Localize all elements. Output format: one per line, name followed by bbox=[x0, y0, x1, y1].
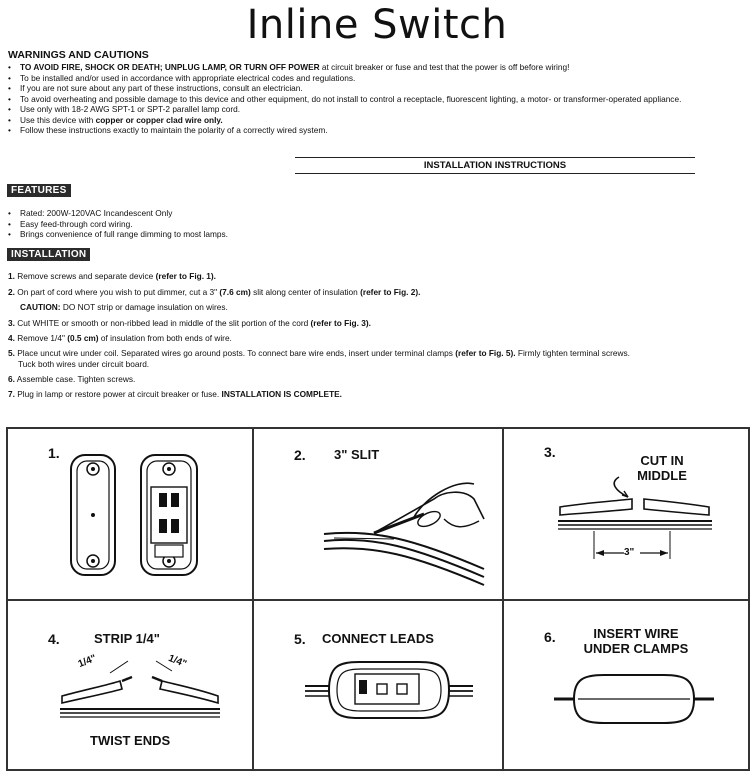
dimension-label: 3" bbox=[624, 547, 635, 558]
cutting-slit-illustration bbox=[314, 459, 494, 594]
installation-instructions-title: INSTALLATION INSTRUCTIONS bbox=[423, 160, 567, 171]
figure-number: 2. bbox=[294, 447, 306, 463]
install-step-5: 5. Place uncut wire under coil. Separated wires go around posts. To connect bare wire ends, insert under terminal clamps (refer to Fig. 5). Firmly tighten terminal screws. Tuck both wires under circuit board. bbox=[8, 348, 630, 369]
strip-wire-illustration bbox=[48, 651, 228, 741]
figure-number: 1. bbox=[48, 445, 60, 461]
figure-caption-secondary: TWIST ENDS bbox=[90, 733, 171, 748]
warning-item: • To be installed and/or used in accordance with appropriate electrical codes and regulations. bbox=[8, 73, 738, 84]
install-step-4: 4. Remove 1/4" (0.5 cm) of insulation from both ends of wire. bbox=[8, 333, 232, 343]
installation-label: INSTALLATION bbox=[7, 248, 90, 261]
figure-number: 6. bbox=[544, 629, 556, 645]
install-step-3: 3. Cut WHITE or smooth or non-ribbed lead in middle of the slit portion of the cord (refer to Fig. 3). bbox=[8, 318, 371, 328]
warnings-list bbox=[8, 62, 738, 136]
install-step-7: 7. Plug in lamp or restore power at circuit breaker or fuse. INSTALLATION IS COMPLETE. bbox=[8, 389, 342, 399]
figure-caption: INSERT WIRE UNDER CLAMPS bbox=[583, 626, 689, 656]
switch-housing-illustration bbox=[63, 449, 213, 589]
feature-item: • Brings convenience of full range dimming to most lamps. bbox=[8, 229, 228, 240]
figure-caption: CUT IN MIDDLE bbox=[637, 453, 687, 483]
figures-grid bbox=[6, 427, 750, 771]
warning-item: • Use only with 18-2 AWG SPT-1 or SPT-2 parallel lamp cord. bbox=[8, 104, 738, 115]
document-title: Inline Switch bbox=[246, 2, 508, 48]
warning-item: • To avoid overheating and possible damage to this device and other equipment, do not install to control a receptacle, fluorescent lighting, a motor- or transformer-operated appliance. bbox=[8, 94, 738, 105]
figure-number: 3. bbox=[544, 444, 556, 460]
cut-middle-illustration bbox=[544, 469, 724, 579]
features-label: FEATURES bbox=[7, 184, 71, 197]
install-step-2: 2. On part of cord where you wish to put dimmer, cut a 3" (7.6 cm) slit along center of insulation (refer to Fig. 2). bbox=[8, 287, 421, 297]
install-caution: CAUTION: DO NOT strip or damage insulation on wires. bbox=[20, 302, 228, 312]
figure-caption: 3" SLIT bbox=[334, 447, 380, 462]
figure-number: 5. bbox=[294, 631, 306, 647]
figure-3 bbox=[503, 428, 749, 600]
figure-4 bbox=[7, 600, 253, 770]
figure-6 bbox=[503, 600, 749, 770]
figure-5 bbox=[253, 600, 503, 770]
features-list bbox=[8, 208, 228, 240]
warning-item: • If you are not sure about any part of these instructions, consult an electrician. bbox=[8, 83, 738, 94]
warning-item: • Follow these instructions exactly to maintain the polarity of a correctly wired system. bbox=[8, 125, 738, 136]
dimension-label-right: 1/4" bbox=[166, 652, 189, 671]
warning-item: • Use this device with copper or copper clad wire only. bbox=[8, 115, 738, 126]
install-step-6: 6. Assemble case. Tighten screws. bbox=[8, 374, 136, 384]
connect-leads-illustration bbox=[299, 656, 479, 736]
closed-switch-illustration bbox=[544, 671, 724, 731]
figure-1 bbox=[7, 428, 253, 600]
divider-top bbox=[295, 157, 695, 158]
figure-number: 4. bbox=[48, 631, 60, 647]
figure-caption: STRIP 1/4" bbox=[94, 631, 160, 646]
warning-item: • TO AVOID FIRE, SHOCK OR DEATH; UNPLUG LAMP, OR TURN OFF POWER at circuit breaker or fuse and test that the power is off before wiring! bbox=[8, 62, 738, 73]
figure-2 bbox=[253, 428, 503, 600]
install-step-1: 1. Remove screws and separate device (refer to Fig. 1). bbox=[8, 271, 216, 281]
feature-item: • Rated: 200W-120VAC Incandescent Only bbox=[8, 208, 228, 219]
figure-caption: CONNECT LEADS bbox=[322, 631, 434, 646]
divider-bottom bbox=[295, 173, 695, 174]
warnings-heading: WARNINGS AND CAUTIONS bbox=[8, 49, 149, 61]
feature-item: • Easy feed-through cord wiring. bbox=[8, 219, 228, 230]
dimension-label-left: 1/4" bbox=[76, 652, 99, 671]
